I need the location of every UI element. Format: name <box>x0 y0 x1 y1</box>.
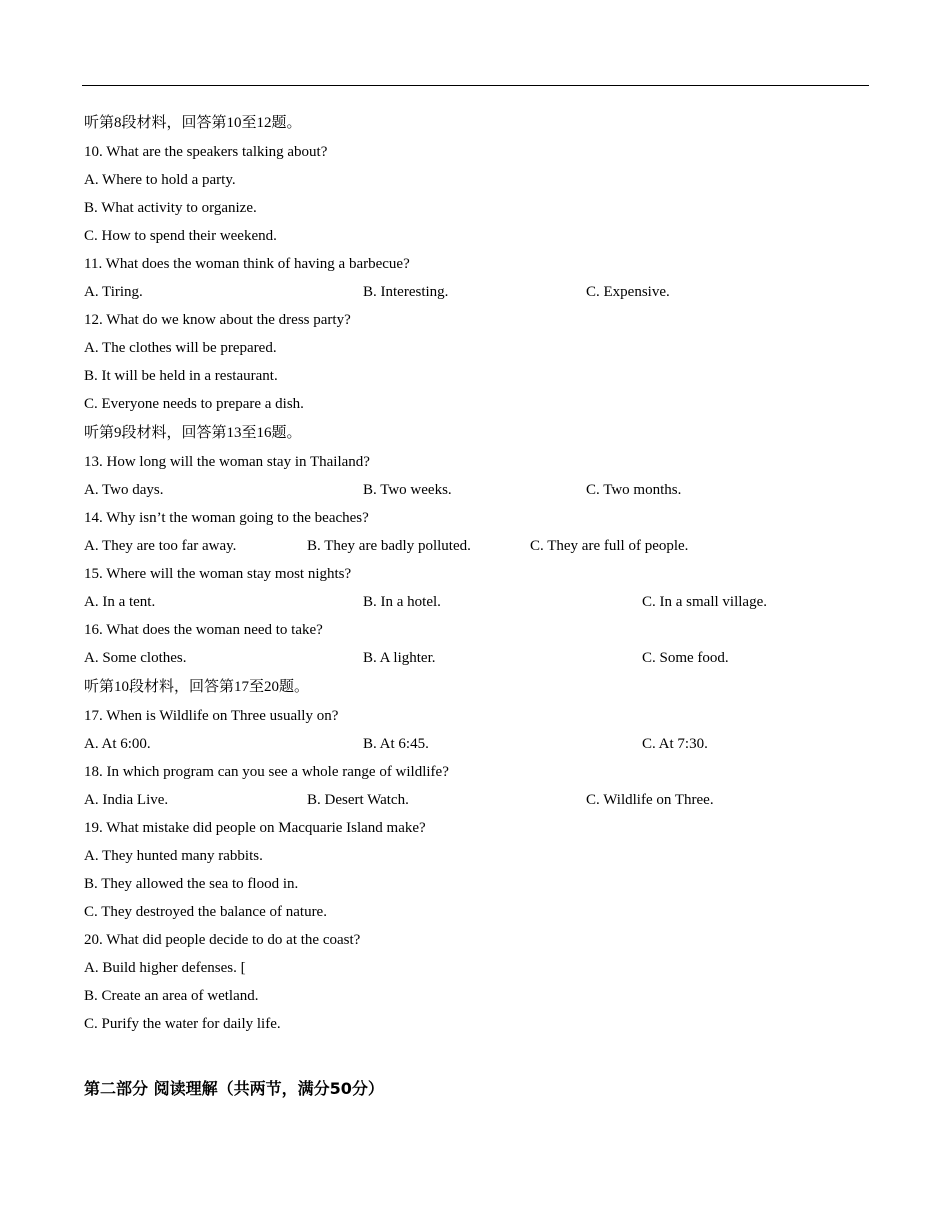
q18-options <box>84 786 884 814</box>
q18-option-c: C. Wildlife on Three. <box>586 792 714 808</box>
question-17: 17. When is Wildlife on Three usually on? <box>84 708 339 724</box>
q19-option-a: A. They hunted many rabbits. <box>84 848 263 864</box>
q15-options <box>84 588 884 616</box>
listening-questions <box>84 108 884 1038</box>
q12-option-a: A. The clothes will be prepared. <box>84 340 277 356</box>
q11-option-c: C. Expensive. <box>586 284 670 300</box>
q14-option-c: C. They are full of people. <box>530 538 689 554</box>
q18-option-b: B. Desert Watch. <box>307 792 409 808</box>
q11-options <box>84 278 884 306</box>
q14-option-a: A. They are too far away. <box>84 538 237 554</box>
q13-option-c: C. Two months. <box>586 482 682 498</box>
q15-option-a: A. In a tent. <box>84 594 156 610</box>
q13-options <box>84 476 884 504</box>
q17-option-b: B. At 6:45. <box>363 736 429 752</box>
q13-option-b: B. Two weeks. <box>363 482 452 498</box>
q19-option-c: C. They destroyed the balance of nature. <box>84 904 327 920</box>
q13-option-a: A. Two days. <box>84 482 164 498</box>
section-9-instruction: 听第9段材料，回答第13至16题。 <box>84 425 302 441</box>
question-18: 18. In which program can you see a whole range of wildlife? <box>84 764 449 780</box>
q10-option-c: C. How to spend their weekend. <box>84 228 277 244</box>
q10-option-a: A. Where to hold a party. <box>84 172 236 188</box>
q16-option-a: A. Some clothes. <box>84 650 187 666</box>
q16-option-c: C. Some food. <box>642 650 729 666</box>
question-14: 14. Why isn’t the woman going to the beaches? <box>84 510 369 526</box>
question-10: 10. What are the speakers talking about? <box>84 144 328 160</box>
q14-option-b: B. They are badly polluted. <box>307 538 471 554</box>
q19-option-b: B. They allowed the sea to flood in. <box>84 876 299 892</box>
question-20: 20. What did people decide to do at the coast? <box>84 932 361 948</box>
q16-options <box>84 644 884 672</box>
q15-option-b: B. In a hotel. <box>363 594 441 610</box>
part-two-heading: 第二部分 阅读理解（共两节，满分50分） <box>84 1079 384 1098</box>
header-rule <box>82 85 869 86</box>
q11-option-a: A. Tiring. <box>84 284 143 300</box>
q20-option-c: C. Purify the water for daily life. <box>84 1016 281 1032</box>
q16-option-b: B. A lighter. <box>363 650 436 666</box>
q17-options <box>84 730 884 758</box>
question-13: 13. How long will the woman stay in Thailand? <box>84 454 370 470</box>
question-11: 11. What does the woman think of having a barbecue? <box>84 256 410 272</box>
question-15: 15. Where will the woman stay most nights? <box>84 566 352 582</box>
q15-option-c: C. In a small village. <box>642 594 767 610</box>
q14-options <box>84 532 884 560</box>
q12-option-c: C. Everyone needs to prepare a dish. <box>84 396 304 412</box>
q11-option-b: B. Interesting. <box>363 284 449 300</box>
q20-option-b: B. Create an area of wetland. <box>84 988 259 1004</box>
question-16: 16. What does the woman need to take? <box>84 622 323 638</box>
q12-option-b: B. It will be held in a restaurant. <box>84 368 278 384</box>
q18-option-a: A. India Live. <box>84 792 169 808</box>
question-19: 19. What mistake did people on Macquarie Island make? <box>84 820 426 836</box>
q10-option-b: B. What activity to organize. <box>84 200 257 216</box>
section-8-instruction: 听第8段材料，回答第10至12题。 <box>84 115 302 131</box>
section-10-instruction: 听第10段材料，回答第17至20题。 <box>84 679 310 695</box>
question-12: 12. What do we know about the dress party? <box>84 312 351 328</box>
q17-option-c: C. At 7:30. <box>642 736 708 752</box>
q17-option-a: A. At 6:00. <box>84 736 151 752</box>
q20-option-a: A. Build higher defenses. [ <box>84 960 246 976</box>
